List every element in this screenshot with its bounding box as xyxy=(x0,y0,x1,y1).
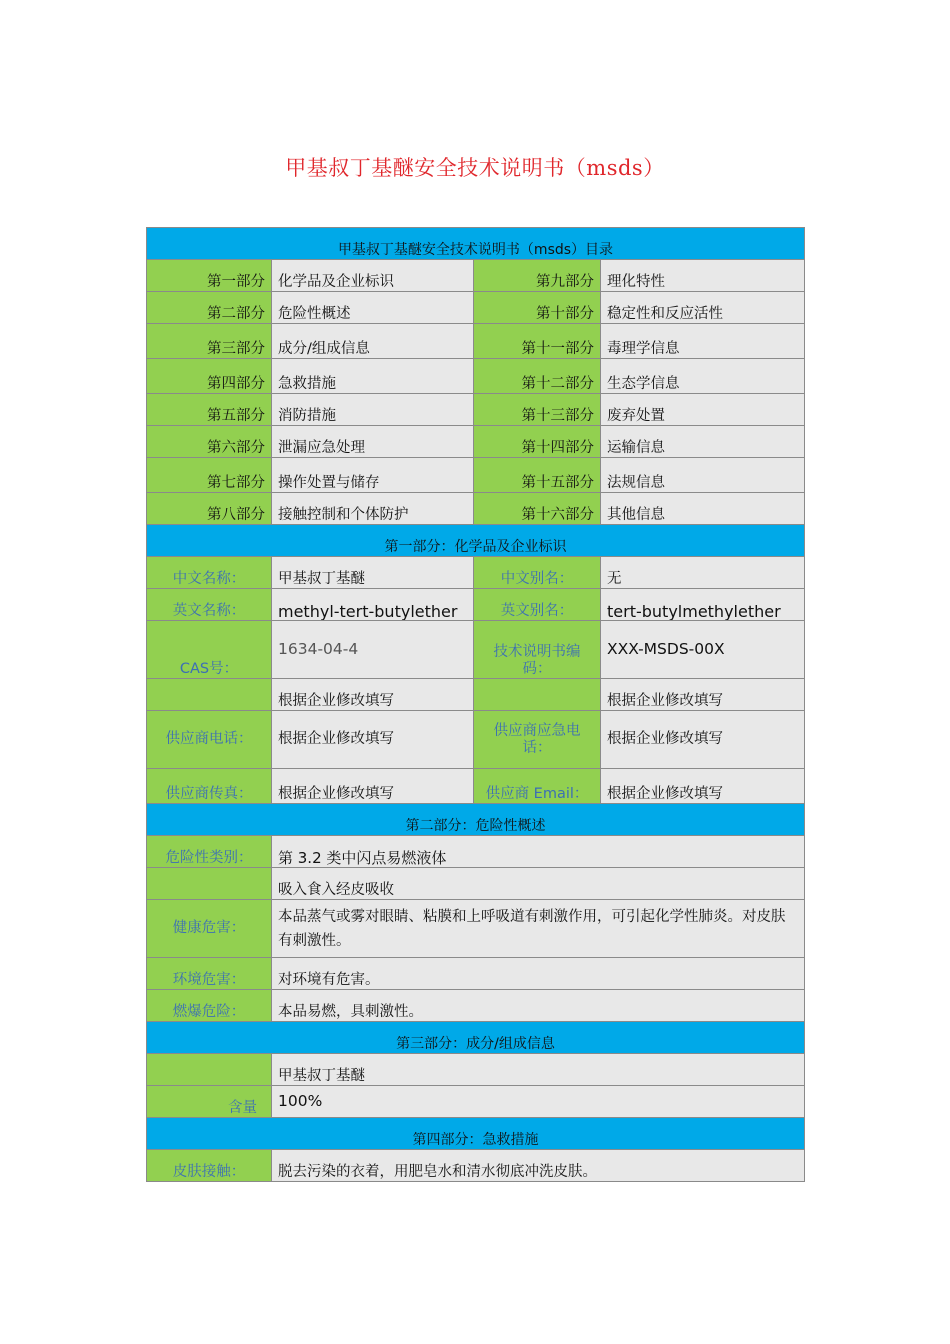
toc-right-part-title: 理化特性 xyxy=(601,260,805,292)
route-label xyxy=(147,868,272,900)
blank-right-label xyxy=(474,679,601,711)
toc-right-part-title: 生态学信息 xyxy=(601,359,805,394)
fire-hazard-value: 本品易燃，具刺激性。 xyxy=(272,990,805,1022)
en-alias-value: tert-butylmethylether xyxy=(601,589,805,621)
toc-right-part-number: 第十六部分 xyxy=(474,493,601,525)
toc-row xyxy=(147,426,805,458)
toc-row xyxy=(147,324,805,359)
toc-body xyxy=(147,260,805,525)
hazard-class-label: 危险性类别： xyxy=(147,836,272,868)
toc-header: 甲基叔丁基醚安全技术说明书（msds）目录 xyxy=(147,228,805,260)
email-label: 供应商 Email： xyxy=(474,769,601,804)
toc-left-part-title: 接触控制和个体防护 xyxy=(272,493,474,525)
phone-value: 根据企业修改填写 xyxy=(272,711,474,769)
env-hazard-label: 环境危害： xyxy=(147,958,272,990)
toc-left-part-title: 泄漏应急处理 xyxy=(272,426,474,458)
toc-left-part-number: 第七部分 xyxy=(147,458,272,493)
fire-hazard-label: 燃爆危险： xyxy=(147,990,272,1022)
cn-alias-value: 无 xyxy=(601,557,805,589)
en-name-value: methyl-tert-butylether xyxy=(272,589,474,621)
phone-label: 供应商电话： xyxy=(147,711,272,769)
toc-left-part-title: 消防措施 xyxy=(272,394,474,426)
health-hazard-value: 本品蒸气或雾对眼睛、粘膜和上呼吸道有刺激作用，可引起化学性肺炎。对皮肤有刺激性。 xyxy=(272,900,805,958)
env-hazard-value: 对环境有危害。 xyxy=(272,958,805,990)
toc-right-part-number: 第十一部分 xyxy=(474,324,601,359)
blank-right-value: 根据企业修改填写 xyxy=(601,679,805,711)
toc-row xyxy=(147,493,805,525)
toc-right-part-title: 稳定性和反应活性 xyxy=(601,292,805,324)
cn-name-value: 甲基叔丁基醚 xyxy=(272,557,474,589)
skin-contact-value: 脱去污染的衣着，用肥皂水和清水彻底冲洗皮肤。 xyxy=(272,1150,805,1182)
en-alias-label: 英文别名： xyxy=(474,589,601,621)
cn-name-label: 中文名称： xyxy=(147,557,272,589)
fax-value: 根据企业修改填写 xyxy=(272,769,474,804)
route-value: 吸入食入经皮吸收 xyxy=(272,868,805,900)
toc-right-part-number: 第十五部分 xyxy=(474,458,601,493)
cas-value: 1634-04-4 xyxy=(272,621,474,679)
toc-right-part-title: 法规信息 xyxy=(601,458,805,493)
cas-label: CAS号： xyxy=(147,621,272,679)
code-value: XXX-MSDS-00X xyxy=(601,621,805,679)
toc-left-part-number: 第五部分 xyxy=(147,394,272,426)
toc-left-part-title: 急救措施 xyxy=(272,359,474,394)
toc-right-part-number: 第十三部分 xyxy=(474,394,601,426)
cn-alias-label: 中文别名： xyxy=(474,557,601,589)
toc-right-part-title: 废弃处置 xyxy=(601,394,805,426)
toc-left-part-number: 第三部分 xyxy=(147,324,272,359)
blank-left-label xyxy=(147,679,272,711)
code-label: 技术说明书编码： xyxy=(474,621,601,679)
toc-row xyxy=(147,359,805,394)
toc-row xyxy=(147,458,805,493)
email-value: 根据企业修改填写 xyxy=(601,769,805,804)
msds-table xyxy=(146,227,805,1182)
document-title: 甲基叔丁基醚安全技术说明书（msds） xyxy=(285,156,665,180)
toc-left-part-number: 第二部分 xyxy=(147,292,272,324)
skin-contact-label: 皮肤接触： xyxy=(147,1150,272,1182)
toc-left-part-number: 第六部分 xyxy=(147,426,272,458)
toc-row xyxy=(147,292,805,324)
toc-right-part-number: 第十二部分 xyxy=(474,359,601,394)
toc-right-part-number: 第十四部分 xyxy=(474,426,601,458)
toc-left-part-title: 成分/组成信息 xyxy=(272,324,474,359)
toc-right-part-title: 运输信息 xyxy=(601,426,805,458)
en-name-label: 英文名称： xyxy=(147,589,272,621)
toc-right-part-title: 毒理学信息 xyxy=(601,324,805,359)
toc-left-part-title: 危险性概述 xyxy=(272,292,474,324)
part4-header: 第四部分：急救措施 xyxy=(147,1118,805,1150)
content-label: 含量 xyxy=(147,1086,272,1118)
emergency-phone-value: 根据企业修改填写 xyxy=(601,711,805,769)
toc-left-part-number: 第一部分 xyxy=(147,260,272,292)
toc-left-part-number: 第八部分 xyxy=(147,493,272,525)
fax-label: 供应商传真： xyxy=(147,769,272,804)
blank-left-value: 根据企业修改填写 xyxy=(272,679,474,711)
component-value: 甲基叔丁基醚 xyxy=(272,1054,805,1086)
component-label xyxy=(147,1054,272,1086)
toc-right-part-number: 第十部分 xyxy=(474,292,601,324)
toc-left-part-title: 操作处置与储存 xyxy=(272,458,474,493)
toc-left-part-title: 化学品及企业标识 xyxy=(272,260,474,292)
health-hazard-label: 健康危害： xyxy=(147,900,272,958)
toc-row xyxy=(147,394,805,426)
toc-right-part-title: 其他信息 xyxy=(601,493,805,525)
toc-left-part-number: 第四部分 xyxy=(147,359,272,394)
part3-header: 第三部分：成分/组成信息 xyxy=(147,1022,805,1054)
toc-row xyxy=(147,260,805,292)
part2-header: 第二部分：危险性概述 xyxy=(147,804,805,836)
emergency-phone-label: 供应商应急电话： xyxy=(474,711,601,769)
hazard-class-value: 第 3.2 类中闪点易燃液体 xyxy=(272,836,805,868)
content-value: 100% xyxy=(272,1086,805,1118)
part1-header: 第一部分：化学品及企业标识 xyxy=(147,525,805,557)
toc-right-part-number: 第九部分 xyxy=(474,260,601,292)
